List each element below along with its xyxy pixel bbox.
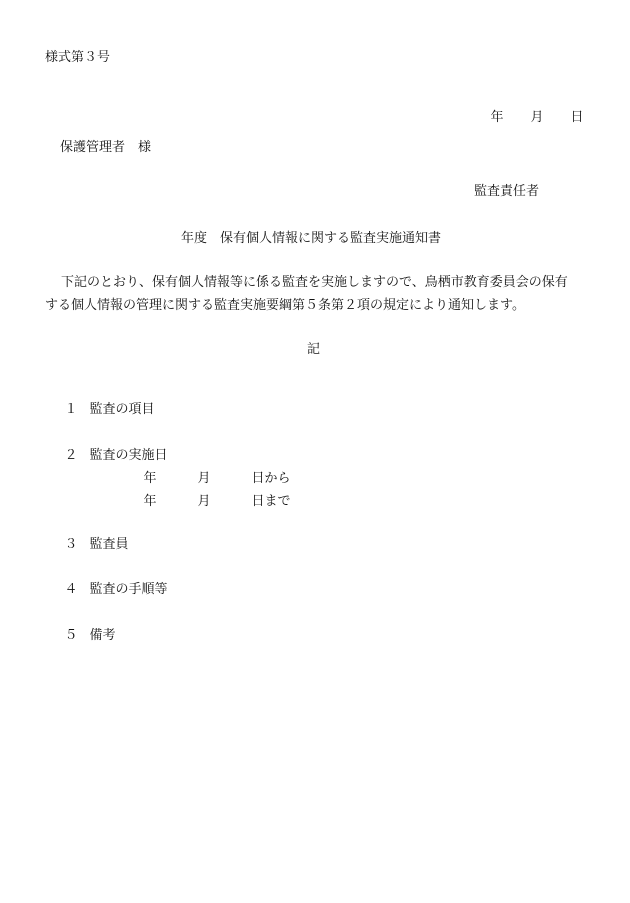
form-number: 様式第３号 xyxy=(45,50,111,65)
item-label: 監査の実施日 xyxy=(89,448,168,463)
list-item xyxy=(48,386,155,434)
body-line-2: する個人情報の管理に関する監査実施要綱第５条第２項の規定により通知します。 xyxy=(45,298,525,313)
item-number: ４ xyxy=(64,582,78,597)
list-item xyxy=(48,521,129,569)
schedule-from-year: 年 xyxy=(143,471,157,486)
date-line xyxy=(474,94,584,142)
item-number: ３ xyxy=(64,537,78,552)
item-label: 監査員 xyxy=(89,537,129,552)
item-label: 監査の手順等 xyxy=(89,582,168,597)
item-number: １ xyxy=(64,402,78,417)
date-day: 日 xyxy=(570,110,584,125)
item-label: 監査の項目 xyxy=(89,402,155,417)
date-year: 年 xyxy=(490,110,504,125)
recipient: 保護管理者 様 xyxy=(60,140,152,155)
sender: 監査責任者 xyxy=(474,184,540,199)
schedule-to-day: 日まで xyxy=(251,494,291,509)
list-item xyxy=(48,612,116,660)
item-number: ５ xyxy=(64,628,78,643)
ki-heading: 記 xyxy=(307,342,321,357)
schedule-to xyxy=(127,478,291,526)
schedule-to-month: 月 xyxy=(197,494,211,509)
item-number: ２ xyxy=(64,448,78,463)
schedule-from-month: 月 xyxy=(197,471,211,486)
schedule-from-day: 日から xyxy=(251,471,291,486)
list-item xyxy=(48,566,168,614)
body-line-1: 下記のとおり、保有個人情報等に係る監査を実施しますので、鳥栖市教育委員会の保有 xyxy=(61,275,568,290)
date-month: 月 xyxy=(530,110,544,125)
schedule-to-year: 年 xyxy=(143,494,157,509)
document-title: 年度 保有個人情報に関する監査実施通知書 xyxy=(181,231,442,246)
item-label: 備考 xyxy=(89,628,116,643)
